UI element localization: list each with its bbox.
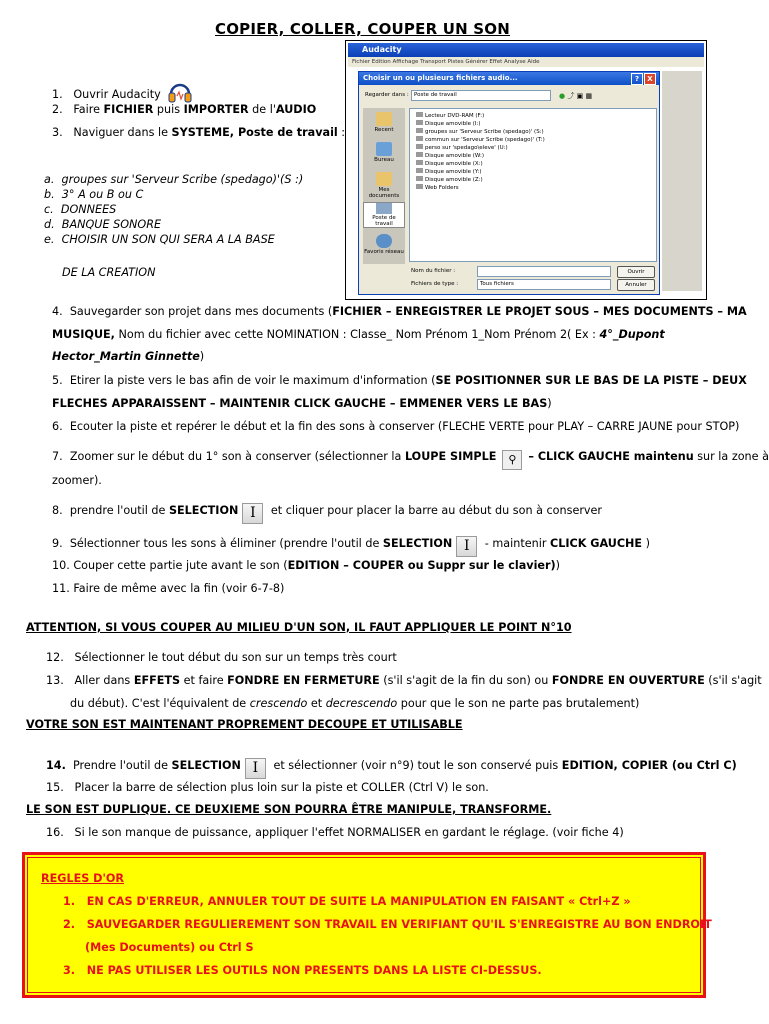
list-item[interactable]: Disque amovible (Z:) <box>416 176 483 183</box>
place-network[interactable]: Favoris réseau <box>363 234 405 255</box>
zoom-tool-icon: ⚲ <box>502 450 522 470</box>
step-14: 14. Prendre l'outil de SELECTION I et sélectionner (voir n°9) tout le son conservé puis EDITION, COPIER (ou Ctrl C) <box>46 758 737 779</box>
list-item[interactable]: Disque amovible (I:) <box>416 120 481 127</box>
rule-1: 1. EN CAS D'ERREUR, ANNULER TOUT DE SUITE LA MANIPULATION EN FAISANT « Ctrl+Z » <box>63 895 631 908</box>
list-item[interactable]: perso sur 'spedago\eleve' (U:) <box>416 144 508 151</box>
step-6: 6. Ecouter la piste et repérer le début et la fin des sons à conserver (FLECHE VERTE pour PLAY – CARRE JAUNE pour STOP) <box>52 420 740 433</box>
dialog-title: Choisir un ou plusieurs fichiers audio... <box>363 74 518 82</box>
sub-item-e: e. CHOISIR UN SON QUI SERA A LA BASE <box>44 233 275 246</box>
warning-2: VOTRE SON EST MAINTENANT PROPREMENT DECOUPE ET UTILISABLE <box>26 718 463 731</box>
places-bar <box>363 108 405 264</box>
computer-icon <box>376 203 392 214</box>
app-title-bar: Audacity <box>348 43 704 57</box>
warning-3: LE SON EST DUPLIQUE. CE DEUXIEME SON POURRA ÊTRE MANIPULE, TRANSFORME. <box>26 803 552 816</box>
selection-tool-icon: I <box>456 536 477 557</box>
rule-2-line-2: (Mes Documents) ou Ctrl S <box>85 941 254 954</box>
step-7-line-1: 7. Zoomer sur le début du 1° son à conserver (sélectionner la LOUPE SIMPLE ⚲ – CLICK GAUCHE maintenu sur la zone à <box>52 450 769 470</box>
sub-item-tail: DE LA CREATION <box>62 266 156 279</box>
back-icon[interactable]: ● <box>559 92 566 100</box>
list-item[interactable]: Web Folders <box>416 184 459 191</box>
filename-label: Nom du fichier : <box>411 268 456 274</box>
view-menu-icon[interactable]: ▦ <box>585 92 593 100</box>
golden-rules-box <box>22 852 712 998</box>
step-7-line-2: zoomer). <box>52 474 102 487</box>
step-15: 15. Placer la barre de sélection plus loin sur la piste et COLLER (Ctrl V) le son. <box>46 781 489 794</box>
warning-1: ATTENTION, SI VOUS COUPER AU MILIEU D'UN SON, IL FAUT APPLIQUER LE POINT N°10 <box>26 621 572 634</box>
step-4-line-1: 4. Sauvegarder son projet dans mes documents (FICHIER – ENREGISTRER LE PROJET SOUS – MES DOCUMENTS – MA <box>52 305 747 318</box>
step-12: 12. Sélectionner le tout début du son sur un temps très court <box>46 651 397 664</box>
step-11: 11. Faire de même avec la fin (voir 6-7-8) <box>52 582 285 595</box>
help-button[interactable]: ? <box>631 73 643 85</box>
audacity-screenshot <box>345 40 707 300</box>
rules-heading: REGLES D'OR <box>41 872 124 885</box>
list-item[interactable]: Lecteur DVD-RAM (F:) <box>416 112 484 119</box>
step-number: 1. <box>52 88 63 101</box>
step-10: 10. Couper cette partie jute avant le son (EDITION – COUPER ou Suppr sur le clavier)) <box>52 559 560 572</box>
filename-input[interactable] <box>477 266 611 277</box>
sub-item-d: d. BANQUE SONORE <box>44 218 162 231</box>
app-toolbar <box>662 71 702 291</box>
selection-tool-icon: I <box>242 503 263 524</box>
up-folder-icon[interactable]: ⤴ <box>567 92 575 100</box>
list-item[interactable]: Disque amovible (X:) <box>416 160 483 167</box>
place-recent[interactable]: Recent <box>363 112 405 133</box>
filetype-label: Fichiers de type : <box>411 281 459 287</box>
documents-icon <box>376 172 392 186</box>
open-button[interactable]: Ouvrir <box>617 266 655 278</box>
step-13-line-1: 13. Aller dans EFFETS et faire FONDRE EN FERMETURE (s'il s'agit de la fin du son) ou FONDRE EN OUVERTURE (s'il s'agit <box>46 674 762 687</box>
desktop-icon <box>376 142 392 156</box>
new-folder-icon[interactable]: ▣ <box>576 92 584 100</box>
list-item[interactable]: Disque amovible (Y:) <box>416 168 482 175</box>
place-my-documents[interactable]: Mes documents <box>363 172 405 199</box>
cancel-button[interactable]: Annuler <box>617 279 655 291</box>
list-item[interactable]: groupes sur 'Serveur Scribe (spedago)' (S:) <box>416 128 544 135</box>
sub-item-a: a. groupes sur 'Serveur Scribe (spedago)'(S :) <box>44 173 304 186</box>
look-in-label: Regarder dans : <box>365 92 409 98</box>
file-list[interactable] <box>409 108 657 262</box>
place-my-computer[interactable]: Poste de travail <box>363 202 405 228</box>
page-title: COPIER, COLLER, COUPER UN SON <box>214 20 511 38</box>
step-13-line-2: du début). C'est l'équivalent de crescendo et decrescendo pour que le son ne parte pas brutalement) <box>70 697 640 710</box>
nav-icons <box>559 91 592 101</box>
list-item[interactable]: commun sur 'Serveur Scribe (spedago)' (T:) <box>416 136 545 143</box>
rule-3: 3. NE PAS UTILISER LES OUTILS NON PRESENTS DANS LA LISTE CI-DESSUS. <box>63 964 542 977</box>
step-9: 9. Sélectionner tous les sons à éliminer (prendre l'outil de SELECTION I - maintenir CLICK GAUCHE ) <box>52 536 650 557</box>
step-16: 16. Si le son manque de puissance, appliquer l'effet NORMALISER en gardant le réglage. (voir fiche 4) <box>46 826 624 839</box>
selection-tool-icon: I <box>245 758 266 779</box>
sub-item-b: b. 3° A ou B ou C <box>44 188 144 201</box>
filetype-select[interactable]: Tous fichiers <box>477 279 611 290</box>
step-5-line-2: FLECHES APPARAISSENT – MAINTENIR CLICK GAUCHE – EMMENER VERS LE BAS) <box>52 397 552 410</box>
step-text: Ouvrir Audacity <box>73 88 161 101</box>
sub-item-c: c. DONNEES <box>44 203 117 216</box>
step-4-line-3: Hector_Martin Ginnette) <box>52 350 205 363</box>
list-item[interactable]: Disque amovible (W:) <box>416 152 484 159</box>
network-icon <box>376 234 392 248</box>
app-menu-bar: Fichier Edition Affichage Transport Pistes Générer Effet Analyse Aide <box>348 57 704 67</box>
look-in-select[interactable]: Poste de travail <box>411 90 551 101</box>
open-file-dialog <box>358 71 660 295</box>
close-button[interactable]: X <box>644 73 656 85</box>
dialog-title-bar <box>359 72 659 85</box>
rule-2: 2. SAUVEGARDER REGULIEREMENT SON TRAVAIL EN VERIFIANT QU'IL S'ENREGISTRE AU BON ENDROIT <box>63 918 712 931</box>
folder-icon <box>376 112 392 126</box>
place-desktop[interactable]: Bureau <box>363 142 405 163</box>
step-4-line-2: MUSIQUE, Nom du fichier avec cette NOMINATION : Classe_ Nom Prénom 1_Nom Prénom 2 ( Ex : 4°_Dupont <box>52 328 665 341</box>
step-5-line-1: 5. Etirer la piste vers le bas afin de voir le maximum d'information (SE POSITIONNER SUR LE BAS DE LA PISTE – DEUX <box>52 374 747 387</box>
step-2: 2. Faire FICHIER puis IMPORTER de l'AUDIO <box>52 103 317 116</box>
step-3: 3. Naviguer dans le SYSTEME, Poste de travail : <box>52 126 346 139</box>
step-8: 8. prendre l'outil de SELECTION I et cliquer pour placer la barre au début du son à conserver <box>52 503 602 524</box>
